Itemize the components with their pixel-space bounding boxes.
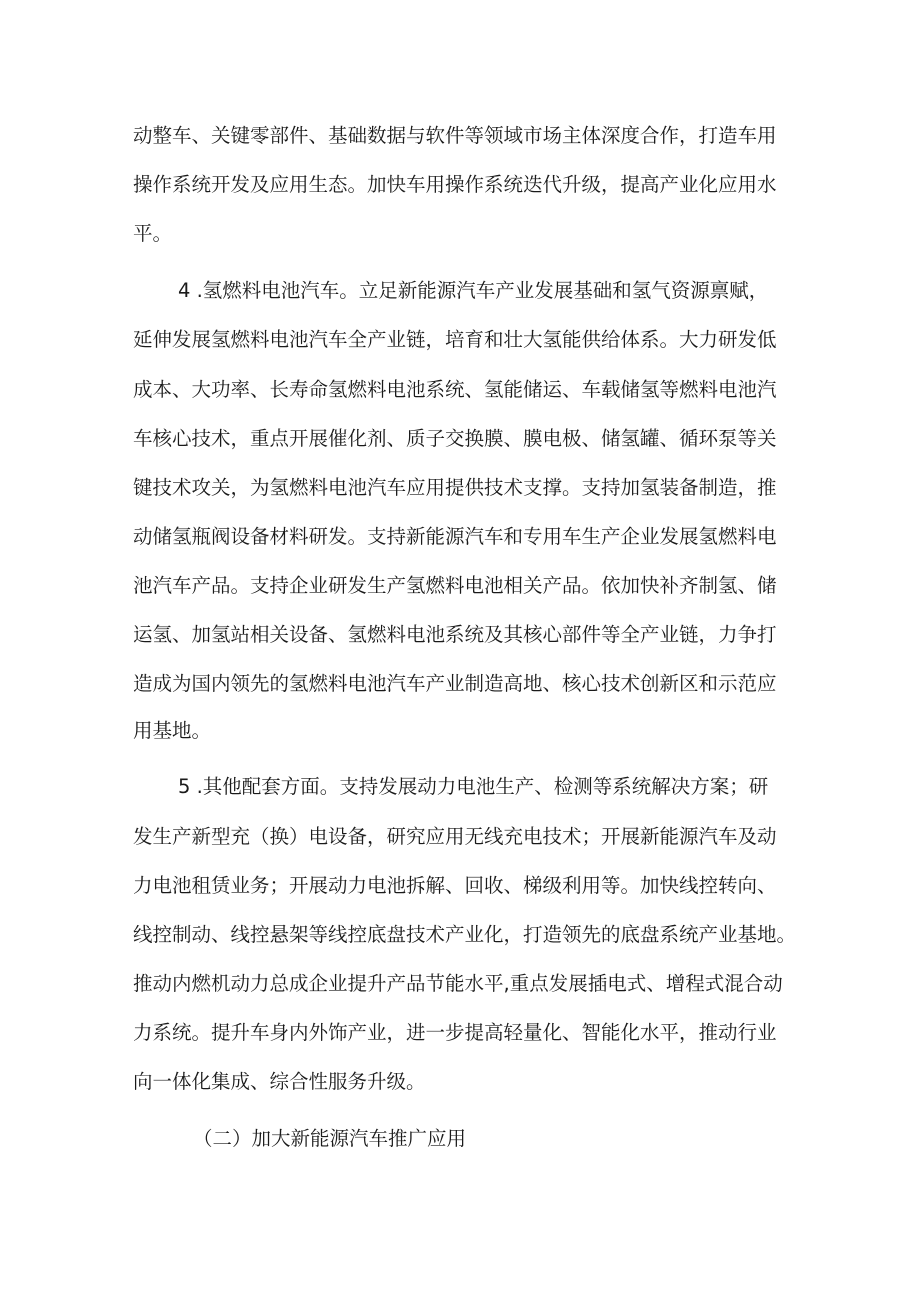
- text-line: 成本、大功率、长寿命氢燃料电池系统、氢能储运、车载储氢等燃料电池汽: [133, 378, 777, 401]
- text-line: 造成为国内领先的氢燃料电池汽车产业制造高地、核心技术创新区和示范应: [133, 672, 777, 695]
- text-line: 推动内燃机动力总成企业提升产品节能水平,重点发展插电式、增程式混合动: [133, 972, 783, 995]
- text-line: 键技术攻关，为氢燃料电池汽车应用提供技术支撑。支持加氢装备制造，推: [133, 476, 777, 499]
- text-line: 向一体化集成、综合性服务升级。: [133, 1070, 426, 1093]
- text-line: 动整车、关键零部件、基础数据与软件等领域市场主体深度合作，打造车用: [133, 124, 777, 147]
- text-line: 延伸发展氢燃料电池汽车全产业链，培育和壮大氢能供给体系。大力研发低: [133, 328, 777, 351]
- text-line: 动储氢瓶阀设备材料研发。支持新能源汽车和专用车生产企业发展氢燃料电: [133, 525, 777, 548]
- section-heading-text: （二）加大新能源汽车推广应用: [193, 1127, 467, 1150]
- text-line: 5 .其他配套方面。支持发展动力电池生产、检测等系统解决方案；研: [178, 775, 769, 798]
- text-line: 线控制动、线控悬架等线控底盘技术产业化，打造领先的底盘系统产业基地。: [133, 923, 797, 946]
- text-line: 车核心技术，重点开展催化剂、质子交换膜、膜电极、储氢罐、循环泵等关: [133, 427, 777, 450]
- text-line: 平。: [133, 222, 173, 245]
- text-line: 运氢、加氢站相关设备、氢燃料电池系统及其核心部件等全产业链，力争打: [133, 623, 777, 646]
- text-line: 力电池租赁业务；开展动力电池拆解、回收、梯级利用等。加快线控转向、: [133, 874, 777, 897]
- text-line: 池汽车产品。支持企业研发生产氢燃料电池相关产品。依加快补齐制氢、储: [133, 574, 777, 597]
- text-line: 力系统。提升车身内外饰产业，进一步提高轻量化、智能化水平，推动行业: [133, 1021, 777, 1044]
- text-line: 发生产新型充（换）电设备，研究应用无线充电技术；开展新能源汽车及动: [133, 825, 777, 848]
- text-line: 4 .氢燃料电池汽车。立足新能源汽车产业发展基础和氢气资源禀赋，: [178, 279, 769, 302]
- text-line: 用基地。: [133, 719, 212, 742]
- text-line: 操作系统开发及应用生态。加快车用操作系统迭代升级，提高产业化应用水: [133, 173, 777, 196]
